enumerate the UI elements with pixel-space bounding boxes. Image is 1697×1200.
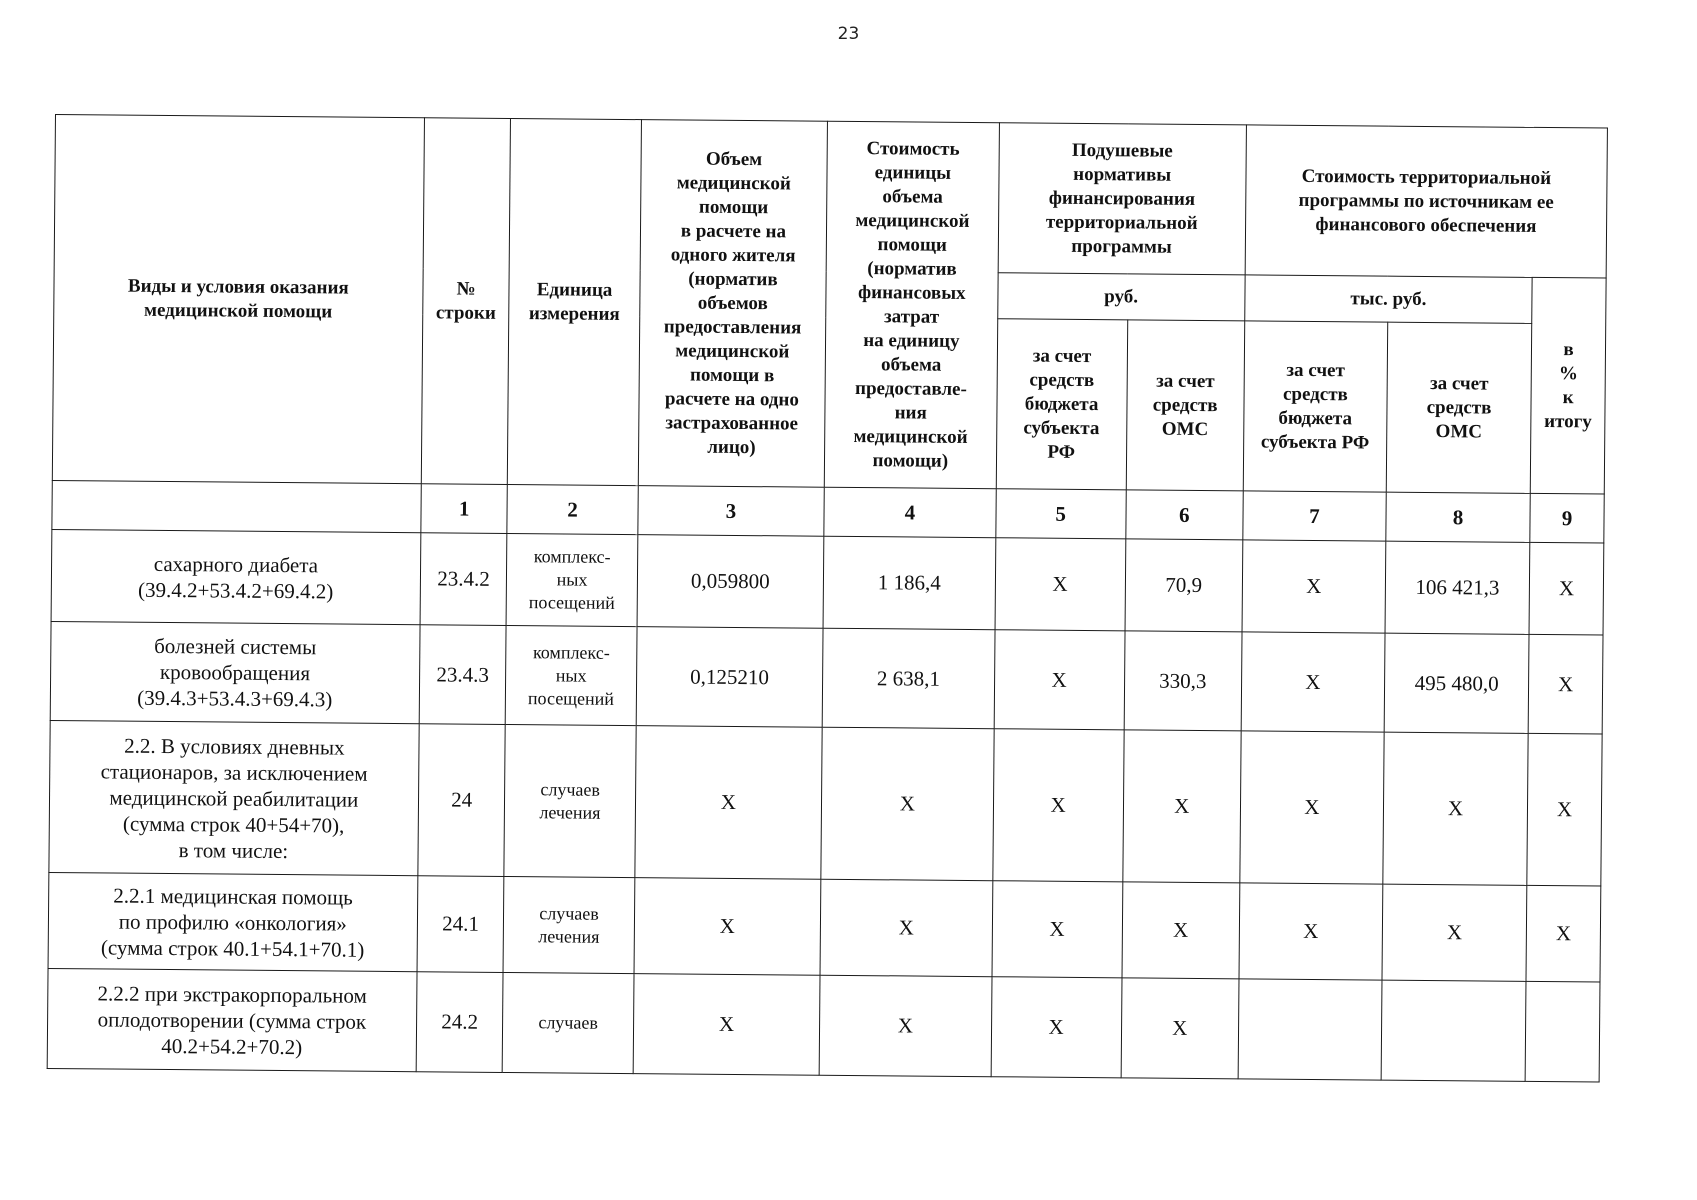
- page-number: 23: [837, 24, 860, 44]
- header-type-of-care: Виды и условия оказания медицинской помощи: [52, 115, 424, 484]
- header-budget-thousand: за счет средств бюджета субъекта РФ: [1243, 321, 1388, 492]
- row-number: 23.4.3: [419, 625, 507, 725]
- row-percent: Х: [1526, 885, 1601, 982]
- row-unit: случаев лечения: [504, 724, 635, 877]
- column-number: 5: [995, 489, 1126, 539]
- header-per-capita: Подушевые нормативы финансирования территориальной программы: [998, 123, 1247, 275]
- row-name: 2.2. В условиях дневных стационаров, за исключением медицинской реабилитации (сумма строк 40+54+70), в том числе:: [49, 720, 419, 875]
- row-oms-rub: Х: [1122, 730, 1240, 883]
- row-oms-rub: 70,9: [1125, 539, 1243, 632]
- row-budget-thousand: Х: [1242, 540, 1386, 633]
- row-number: 23.4.2: [420, 533, 508, 626]
- header-budget-rub: за счет средств бюджета субъекта РФ: [996, 319, 1128, 490]
- row-number: 24.2: [416, 972, 504, 1073]
- row-name: 2.2.2 при экстракорпоральном оплодотворении (сумма строк 40.2+54.2+70.2): [47, 968, 417, 1071]
- header-unit-rub: руб.: [997, 273, 1245, 321]
- row-volume: Х: [634, 878, 821, 976]
- row-unit: комплекс- ных посещений: [507, 533, 638, 626]
- row-volume: Х: [633, 974, 820, 1076]
- row-unit: случаев: [503, 972, 634, 1073]
- table-row: [48, 872, 1601, 982]
- header-oms-rub: за счет средств ОМС: [1126, 320, 1245, 491]
- table-row: [49, 720, 1602, 886]
- column-number: 3: [637, 486, 824, 537]
- row-budget-rub: Х: [991, 977, 1122, 1078]
- row-budget-thousand: Х: [1239, 883, 1383, 980]
- row-budget-rub: Х: [992, 881, 1123, 978]
- row-oms-rub: Х: [1122, 882, 1240, 979]
- scanned-table-wrapper: [47, 114, 1608, 1083]
- row-number: 24.1: [417, 876, 505, 973]
- table-row: [50, 621, 1603, 734]
- row-percent: Х: [1528, 634, 1603, 734]
- row-unit: случаев лечения: [504, 876, 635, 973]
- row-oms-thousand: Х: [1382, 884, 1527, 981]
- header-percent-of-total: в % к итогу: [1530, 277, 1606, 494]
- row-oms-thousand: 495 480,0: [1384, 633, 1529, 733]
- table-row: [51, 529, 1604, 635]
- row-number: 24: [418, 724, 506, 877]
- row-unit-cost: 1 186,4: [823, 536, 995, 629]
- row-name: 2.2.1 медицинская помощь по профилю «онкология» (сумма строк 40.1+54.1+70.1): [48, 872, 418, 971]
- header-program-cost: Стоимость территориальной программы по источникам ее финансового обеспечения: [1245, 125, 1608, 278]
- row-unit-cost: Х: [819, 975, 991, 1076]
- header-oms-thousand: за счет средств ОМС: [1386, 322, 1532, 493]
- row-unit-cost: 2 638,1: [822, 628, 994, 728]
- column-number: 8: [1386, 492, 1531, 542]
- row-unit: комплекс- ных посещений: [506, 625, 637, 725]
- row-oms-rub: 330,3: [1124, 631, 1242, 731]
- header-unit: Единица измерения: [508, 118, 641, 485]
- row-percent: Х: [1529, 542, 1604, 635]
- table-row: [47, 968, 1600, 1082]
- column-number: 6: [1125, 490, 1243, 540]
- header-volume: Объем медицинской помощи в расчете на одного жителя (норматив объемов предоставления медицинской помощи в расчете на одно застрахованное лицо): [638, 120, 828, 488]
- row-volume: Х: [634, 726, 822, 880]
- row-budget-thousand: Х: [1241, 632, 1385, 732]
- row-percent: Х: [1527, 733, 1602, 886]
- row-oms-thousand: Х: [1383, 732, 1529, 885]
- row-volume: 0,059800: [637, 535, 824, 629]
- column-number: [52, 480, 421, 532]
- row-name: болезней системы кровообращения (39.4.3+53.4.3+69.4.3): [50, 621, 420, 723]
- row-budget-thousand: Х: [1240, 731, 1384, 884]
- program-cost-table: [47, 114, 1608, 1083]
- column-number: 1: [421, 484, 508, 534]
- row-budget-rub: Х: [995, 538, 1126, 631]
- column-number: 9: [1530, 493, 1604, 543]
- column-number: 2: [507, 484, 638, 534]
- header-unit-cost: Стоимость единицы объема медицинской помощи (норматив финансовых затрат на единицу объема предоставле- ния медицинской помощи): [824, 121, 999, 488]
- header-row-number: № строки: [421, 118, 511, 485]
- row-oms-thousand: 106 421,3: [1385, 541, 1530, 634]
- row-name: сахарного диабета (39.4.2+53.4.2+69.4.2): [51, 529, 421, 624]
- row-budget-rub: Х: [994, 630, 1125, 730]
- column-number: 7: [1243, 491, 1387, 541]
- row-budget-thousand: [1238, 979, 1382, 1080]
- row-budget-rub: Х: [992, 729, 1123, 882]
- column-number: 4: [824, 487, 996, 537]
- row-oms-rub: Х: [1121, 978, 1239, 1079]
- row-volume: 0,125210: [636, 627, 823, 728]
- row-unit-cost: Х: [820, 879, 992, 976]
- row-oms-thousand: [1381, 980, 1526, 1081]
- header-unit-thousand-rub: тыс. руб.: [1245, 275, 1533, 324]
- row-percent: [1525, 981, 1600, 1082]
- row-unit-cost: Х: [821, 727, 994, 880]
